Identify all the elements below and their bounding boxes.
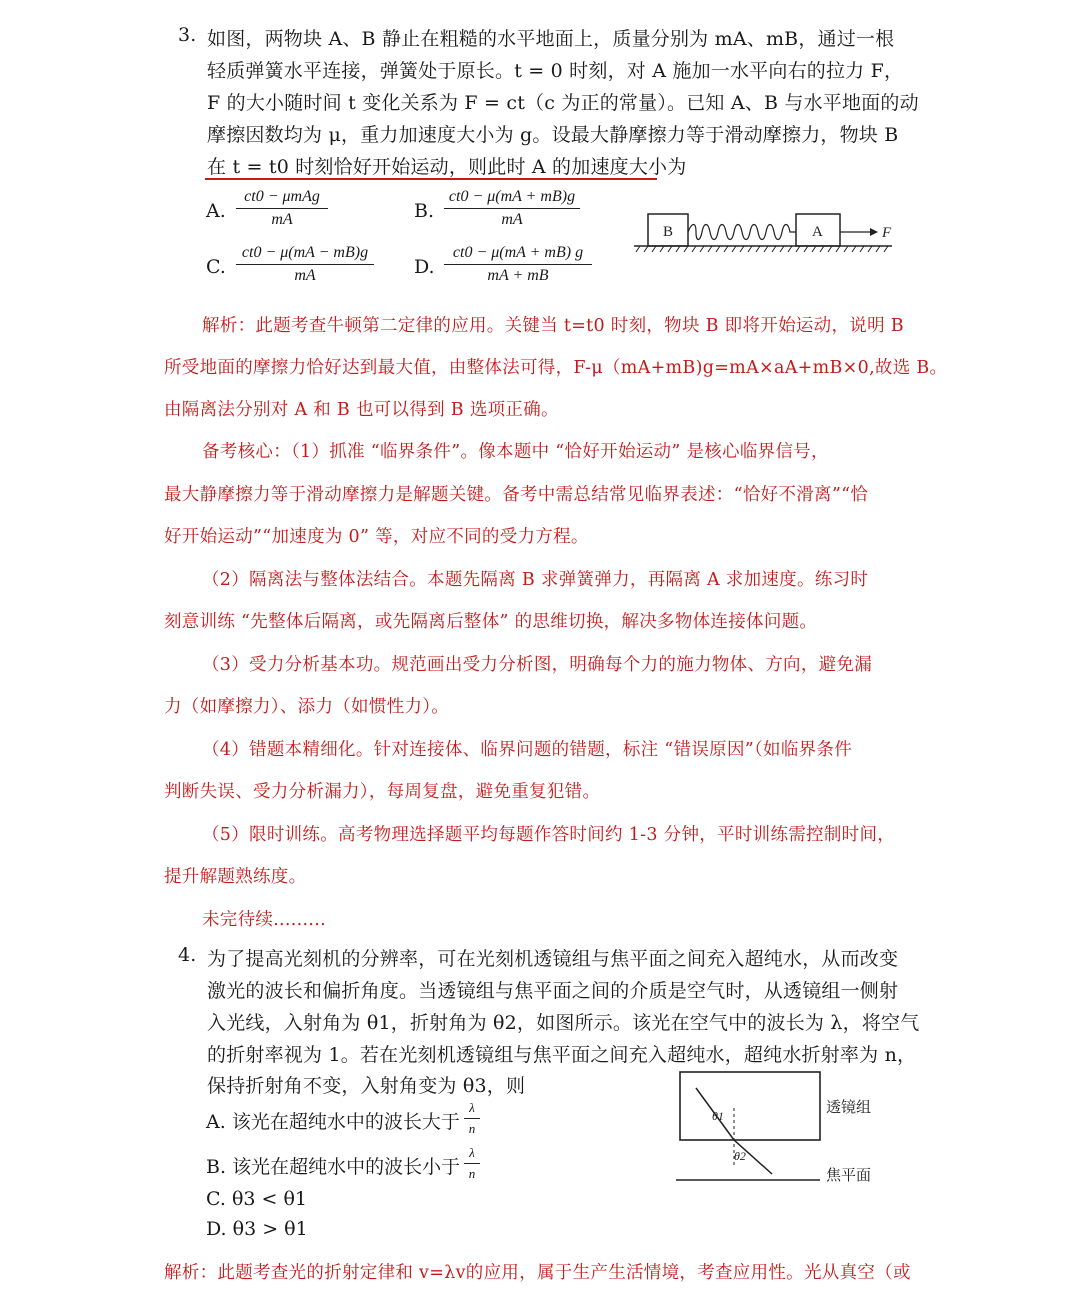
q3-line-1: 如图，两物块 A、B 静止在粗糙的水平地面上，质量分别为 mA、mB，通过一根 [207, 28, 895, 50]
prep-p3-line-1: （3）受力分析基本功。规范画出受力分析图，明确每个力的施力物体、方向，避免漏 [202, 655, 873, 675]
q4-option-d [206, 1218, 308, 1240]
lens-group-label: 透镜组 [826, 1098, 872, 1116]
q3-option-c-den: mA [294, 267, 316, 284]
q4-option-c-label: C. [206, 1188, 226, 1210]
focal-plane-label: 焦平面 [826, 1166, 872, 1184]
q3-option-c-label: C. [206, 256, 226, 278]
prep-p1-line-2: 最大静摩擦力等于滑动摩擦力是解题关键。备考中需总结常见临界表述：“恰好不滑离”“恰 [164, 485, 869, 505]
q3-option-d-label: D. [414, 256, 435, 278]
prep-p5-line-2: 提升解题熟练度。 [164, 867, 307, 887]
q4-option-d-label: D. [206, 1218, 227, 1240]
q4-option-b-text: 该光在超纯水中的波长小于 [232, 1156, 461, 1178]
theta2-label: θ2 [734, 1149, 746, 1163]
q3-red-underline [205, 178, 657, 180]
block-b-label: B [663, 224, 674, 240]
prep-p3-line-2: 力（如摩擦力）、添力（如惯性力）。 [164, 697, 450, 717]
spring [688, 225, 796, 240]
q3-line-5: 在 t = t0 时刻恰好开始运动，则此时 A 的加速度大小为 [207, 156, 687, 178]
prep-p5-line-1: （5）限时训练。高考物理选择题平均每题作答时间约 1-3 分钟，平时训练需控制时间， [202, 825, 896, 845]
to-be-continued: 未完待续......... [202, 910, 326, 930]
q3-option-c-num: ct0 − μ(mA − mB)g [236, 244, 374, 265]
q4-option-a-text: 该光在超纯水中的波长大于 [231, 1111, 460, 1133]
ground-hatch [636, 246, 888, 252]
q4-line-3: 入光线，入射角为 θ1，折射角为 θ2，如图所示。该光在空气中的波长为 λ，将空气 [207, 1012, 920, 1034]
prep-p2-line-2: 刻意训练 “先整体后隔离，或先隔离后整体” 的思维切换，解决多物体连接体问题。 [164, 612, 818, 632]
q4-number: 4. [178, 944, 197, 966]
prep-p4-line-2: 判断失误、受力分析漏力），每周复盘，避免重复犯错。 [164, 782, 601, 802]
q4-option-a-frac-den: n [468, 1121, 476, 1136]
q3-option-d-fraction [444, 244, 592, 285]
analysis3-line-1: 解析：此题考查牛顿第二定律的应用。关键当 t=t0 时刻，物块 B 即将开始运动，说明 B [202, 316, 904, 336]
q3-option-a-fraction [236, 188, 328, 229]
q3-option-c-fraction [236, 244, 374, 285]
q3-number: 3. [178, 24, 197, 46]
q4-option-a-frac-num: λ [464, 1100, 480, 1119]
q4-line-4: 的折射率视为 1。若在光刻机透镜组与焦平面之间充入超纯水，超纯水折射率为 n， [207, 1044, 917, 1066]
q3-option-d-num: ct0 − μ(mA + mB) g [444, 244, 592, 265]
q4-line-2: 激光的波长和偏折角度。当透镜组与焦平面之间的介质是空气时，从透镜组一侧射 [207, 980, 899, 1002]
prep-p1-line-3: 好开始运动”“加速度为 0” 等，对应不同的受力方程。 [164, 527, 589, 547]
q3-line-4: 摩擦因数均为 μ，重力加速度大小为 g。设最大静摩擦力等于滑动摩擦力，物块 B [207, 124, 899, 146]
force-label: F [882, 225, 892, 241]
q4-option-b-frac-num: λ [464, 1145, 480, 1164]
q4-option-a [206, 1107, 460, 1134]
q3-option-b-den: mA [501, 211, 523, 228]
q4-option-b-fraction [464, 1145, 480, 1182]
q3-option-a-label: A. [206, 200, 226, 222]
q3-line-2: 轻质弹簧水平连接，弹簧处于原长。t = 0 时刻，对 A 施加一水平向右的拉力 F， [207, 60, 904, 82]
q4-option-a-label: A. [206, 1111, 226, 1133]
prep-p2-line-1: （2）隔离法与整体法结合。本题先隔离 B 求弹簧弹力，再隔离 A 求加速度。练习时 [202, 570, 869, 590]
q3-option-a-num: ct0 − μmAg [236, 188, 328, 209]
q3-option-b-label: B. [414, 200, 435, 222]
block-a-label: A [812, 224, 823, 240]
q3-option-a-den: mA [271, 211, 293, 228]
lens-group [680, 1072, 820, 1140]
q4-option-a-fraction [464, 1100, 480, 1137]
q4-option-c-text: θ3 < θ1 [231, 1188, 308, 1210]
q4-option-b [206, 1152, 460, 1179]
q4-option-b-frac-den: n [468, 1166, 476, 1181]
prep-p1-line-1: 备考核心：（1）抓准 “临界条件”。像本题中 “恰好开始运动” 是核心临界信号， [202, 442, 829, 462]
q3-option-d-den: mA + mB [487, 267, 549, 284]
q4-line-5: 保持折射角不变，入射角变为 θ3，则 [207, 1075, 526, 1097]
q4-option-c [206, 1188, 307, 1210]
analysis3-line-2: 所受地面的摩擦力恰好达到最大值，由整体法可得，F-μ（mA+mB)g=mA×aA+mB×0,故选 B。 [164, 358, 948, 378]
q4-option-d-text: θ3 > θ1 [232, 1218, 308, 1240]
q3-line-3: F 的大小随时间 t 变化关系为 F = ct（c 为正的常量）。已知 A、B 与水平地面的动 [207, 92, 919, 114]
q3-spring-figure [630, 208, 900, 258]
analysis4-line: 解析：此题考查光的折射定律和 v=λv的应用，属于生产生活情境，考查应用性。光从真空（或 [164, 1263, 911, 1283]
analysis3-line-3: 由隔离法分别对 A 和 B 也可以得到 B 选项正确。 [164, 400, 559, 420]
force-arrowhead [870, 228, 878, 236]
prep-p4-line-1: （4）错题本精细化。针对连接体、临界问题的错题，标注 “错误原因”（如临界条件 [202, 740, 853, 760]
theta1-label: θ1 [712, 1109, 724, 1123]
q4-option-b-label: B. [206, 1156, 227, 1178]
q3-option-b-num: ct0 − μ(mA + mB)g [444, 188, 580, 209]
q4-lens-figure [672, 1066, 892, 1188]
q4-line-1: 为了提高光刻机的分辨率，可在光刻机透镜组与焦平面之间充入超纯水，从而改变 [207, 948, 899, 970]
q3-option-b-fraction [444, 188, 580, 229]
